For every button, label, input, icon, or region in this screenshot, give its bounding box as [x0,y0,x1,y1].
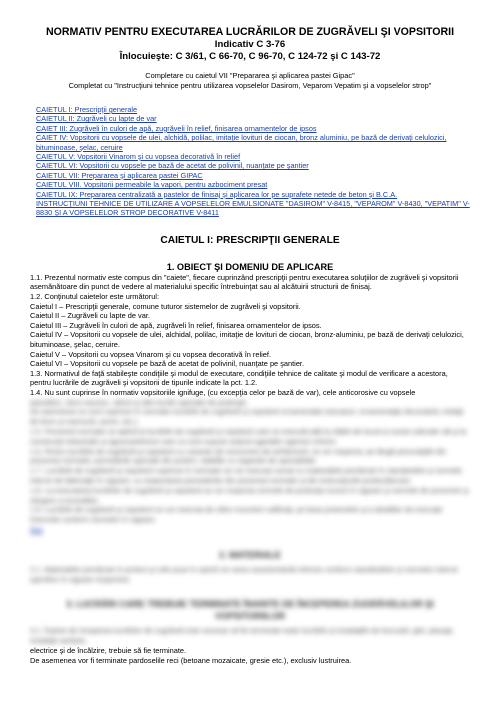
paragraph: 3.1. Înainte de începerea lucrărilor de zugrăveli este necesar să fie terminate toate lucrările şi instalaţiile de tencuieli, glet, placaje, instalaţii sanitare, [30,626,455,646]
blurred-preview-region [30,398,470,646]
paragraph: 2.1. Materialele prevăzute în proiect şi cele puse în operă vor avea caracteristicile tehnice conform standardelor şi normelor interne specifice în vigoare respective. [30,564,459,584]
section-3-heading: 3. LUCRĂRI CARE TREBUIE TERMINATE ÎNAINTE DE ÎNCEPEREA ZUGRĂVELILOR ŞI VOPSITORIILOR [66,599,434,622]
toc-link-caiet-2[interactable]: CAIETUL II: Zugrăveli cu lapte de var [36,114,157,124]
paragraph: Caietul III – Zugrăveli în culori de apă, zugrăveli în relief, finisarea ornamentelor de ipsos. [30,320,322,330]
toc-item[interactable] [30,152,470,161]
back-to-top-link[interactable]: Sus [30,524,43,534]
paragraph: Caietul IV – Vopsitorii cu vopsele de ulei, alchidal, polilac, imitaţie de lovituri de ciocan, bronz-aluminiu, pe bază de derivaţi celulozici, bituminoase, şelac, ceruire. [30,330,464,350]
paragraph: 1.1. Prezentul normativ este compus din "caiete", fiecare cuprinzând prescripţii pentru executarea soluţiilor de zugrăveli şi vopsitorii asemănătoare din punct de vedere al materialului specific întrebuinţat sau al alcătuirii structurii de finisaj. [30,272,459,292]
paragraph: 1.6. Pentru lucrările de zugrăveli şi vopsitorii cu caracter de monument de arhitectură, se vor respecta, pe lângă prescripţiile din prezentul normativ, prevederile speciale din proiect, stabilite cu organele de specialitate. [30,446,447,466]
paragraph: 1.4. Nu sunt cuprinse în normativ vopsitoriile ignifuge, (cu excepţia celor pe bază de var), cele anticorosive cu vopsele [30,388,416,397]
toc-link-caiet-5[interactable]: CAIETUL V: Vopsitorii Vinarom şi cu vopsea decorativă în relief [36,152,241,162]
paragraph: epoxidice, cloro-cauciuc, uleiuri şi alte lucrări speciale de protecţie. [30,397,249,407]
table-of-contents [30,105,470,218]
paragraph: 1.2. Conţinutul caietelor este următorul: [30,292,159,302]
indicativ: Indicativ C 3-76 [214,39,286,50]
visible-tail [30,646,470,666]
toc-item[interactable] [30,161,470,170]
paragraph: De asemenea vor fi terminate pardoselile reci (betoane mozaicate, gresie etc.), exclusiv lustruirea. [30,655,352,665]
paragraph: electrice şi de încălzire, trebuie să fie terminate. [30,645,187,655]
toc-item[interactable] [30,199,470,218]
paragraph: 1.3. Normativul de faţă stabileşte condiţiile şi modul de executare, condiţiile tehnice de calitate şi modul de verificare a acestora, pentru lucrările de zugrăveli şi vopsitorii de tipurile indicate la pct. 1.2. [30,368,448,388]
section-1-body [30,273,470,398]
toc-link-caiet-6[interactable]: CAIETUL VI: Vopsitorii cu vopsele pe bază de acetat de polivinil, nuanţate pe şantier [36,161,309,171]
paragraph: 1.8. La executarea lucrărilor de zugrăveli şi vopsitorii se vor respecta normele de protecţia muncii în vigoare şi normele de prevenire şi stingere a incendiilor. [30,485,469,505]
toc-link-caiet-4[interactable]: CAIET IV: Vopsitorii cu vopsele de ulei, alchidă, polilac, imitaţie lovituri de ciocan, bronz aluminiu, pe bază de derivaţi celulozici, bituminoase, şelac, ceruire [36,133,447,152]
paragraph: De asemenea nu sunt cuprinse în normativ lucrările de zugrăveli şi vopsitorii ornamentale (stucaturi, ornamentaţie decorativă, imitaţii de lemn şi marmură, aurire, etc.). [30,407,464,427]
toc-item[interactable] [30,171,470,180]
toc-item[interactable] [30,124,470,133]
toc-link-caiet-3[interactable]: CAIET III: Zugrăveli în culori de apă, zugrăveli în relief, finisarea ornamentelor de ipsos [36,123,317,133]
toc-item[interactable] [30,105,470,114]
toc-link-caiet-1[interactable]: CAIETUL I: Prescripţii generale [36,105,138,114]
toc-item[interactable] [30,190,470,199]
document-title: NORMATIV PENTRU EXECUTAREA LUCRĂRILOR DE ZUGRĂVELI ŞI VOPSITORII [45,26,455,38]
toc-link-instructiuni[interactable]: INSTRUCŢIUNI TEHNICE DE UTILIZARE A VOPSELELOR EMULSIONATE "DASIROM" V-8415, "VEPAROM" V-8430, "VEPATIM" V-8830 ŞI A VOPSELELOR STROP DECORATIVE V-8411 [36,199,470,218]
paragraph: Caietul I – Prescripţii generale, comune tuturor sistemelor de zugrăveli şi vopsitorii. [30,301,301,311]
paragraph: 1.5. Prezentul normativ se aplică la lucrările de zugrăveli şi vopsitorii care se execută atât la clădiri de locuit şi social culturale cât şi la construcţii industriale şi agrozootehnice care nu sunt supuse acţiunii agenţilor agresivi chimici. [30,426,467,446]
paragraph: Caietul VI – Vopsitorii cu vopsele pe bază de acetat de polivinil, nuanţate pe şantier. [30,359,305,369]
paragraph: Caietul II – Zugrăveli cu lapte de var. [30,311,150,321]
toc-item[interactable] [30,180,470,189]
paragraph: Caietul V – Vopsitorii cu vopsea Vinarom şi cu vopsea decorativă în relief. [30,349,272,359]
completion-note-1: Completare cu caietul VII "Prepararea şi aplicarea pastei Gipac" [145,71,355,80]
section-1-heading: 1. OBIECT ŞI DOMENIU DE APLICARE [166,261,334,272]
toc-item[interactable] [30,133,470,152]
caiet-1-heading: CAIETUL I: PRESCRIPŢII GENERALE [160,234,340,246]
paragraph: 1.7. Lucrările de zugrăveli şi vopsitorii cuprinse în normativ se vor executa numai cu materialele prevăzute în standardele şi normele interne de fabricaţie în vigoare, cu respectarea prevederilor din prezentul normativ şi din instrucţiunile producătorului. [30,466,462,485]
toc-link-caiet-7[interactable]: CAIETUL VII: Prepararea şi aplicarea pastei GIPAC [36,170,203,180]
inlocuieste: Înlocuieşte: C 3/61, C 66-70, C 96-70, C 124-72 şi C 143-72 [119,51,381,62]
completion-note-2: Completat cu "Instrucţiuni tehnice pentru utilizarea vopselelor Dasirom, Veparom Vepatim şi a vopselelor strop" [68,81,432,90]
toc-item[interactable] [30,114,470,123]
section-2-heading: 2. MATERIALE [219,549,281,560]
toc-link-caiet-8[interactable]: CAIETUL VIII. Vopsitorii permeabile la vapori, pentru azbociment presat [36,180,268,190]
paragraph: 1.9. Lucrările de zugrăveli şi vopsitorii se vor executa de către muncitori calificaţi, pe baza proiectelor şi a detaliilor de execuţie întocmite conform normelor în vigoare. [30,505,443,525]
toc-link-caiet-9[interactable]: CAIETUL IX: Prepararea centralizată a pastelor de finisaj şi aplicarea lor pe suprafete netede de beton şi B.C.A. [36,189,398,199]
